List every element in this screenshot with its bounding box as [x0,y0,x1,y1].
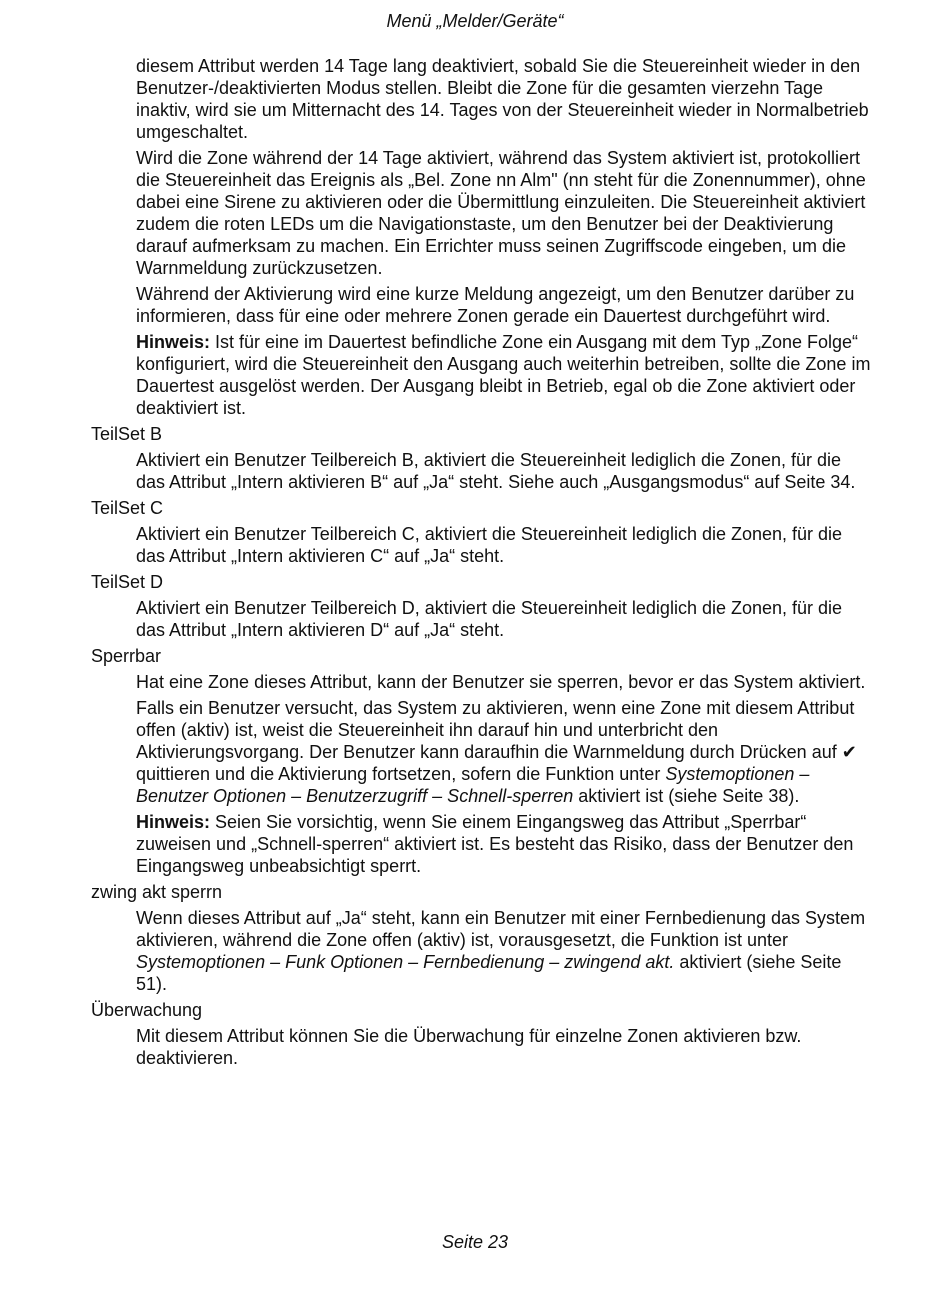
note-text: Seien Sie vorsichtig, wenn Sie einem Eingangsweg das Attribut „Sperrbar“ zuweisen und „Schnell-sperren“ aktiviert ist. Es besteht das Risiko, dass der Benutzer den Eingangsweg unbeabsichtigt sperrt. [136,812,854,876]
paragraph: Aktiviert ein Benutzer Teilbereich C, aktiviert die Steuereinheit lediglich die Zonen, für die das Attribut „Intern aktivieren C“ auf „Ja“ steht. [136,524,843,566]
menu-path: Systemoptionen – Funk Optionen – Fernbedienung – zwingend akt. [136,952,675,972]
note-label: Hinweis: [136,812,211,832]
checkmark-icon: ✔ [841,742,857,762]
term-sperrbar: Sperrbar [91,646,162,666]
paragraph [136,907,871,995]
text-span: quittieren und die Aktivierung fortsetzen, sofern die Funktion unter [136,764,666,784]
note-paragraph [136,811,871,877]
note-text: Ist für eine im Dauertest befindliche Zone ein Ausgang mit dem Typ „Zone Folge“ konfiguriert, wird die Steuereinheit den Ausgang auch weiterhin betreiben, sollte die Zone im Dauertest ausgelöst werden. Der Ausgang bleibt in Betrieb, egal ob die Zone aktiviert oder deaktiviert ist. [136,332,871,418]
term-teilset-d: TeilSet D [91,572,164,592]
page-header: Menü „Melder/Geräte“ [386,11,564,31]
term-zwing-akt-sperrn: zwing akt sperrn [91,882,223,902]
paragraph: Hat eine Zone dieses Attribut, kann der Benutzer sie sperren, bevor er das System aktiviert. [136,672,866,692]
page-number: Seite 23 [441,1232,509,1252]
note-label: Hinweis: [136,332,211,352]
paragraph: Während der Aktivierung wird eine kurze Meldung angezeigt, um den Benutzer darüber zu informieren, dass für eine oder mehrere Zonen gerade ein Dauertest durchgeführt wird. [136,284,855,326]
term-teilset-c: TeilSet C [91,498,164,518]
paragraph: Aktiviert ein Benutzer Teilbereich B, aktiviert die Steuereinheit lediglich die Zonen, für die das Attribut „Intern aktivieren B“ auf „Ja“ steht. Siehe auch „Ausgangsmodus“ auf Seite 34. [136,450,856,492]
text-span: Falls ein Benutzer versucht, das System zu aktivieren, wenn eine Zone mit diesem Attribut offen (aktiv) ist, weist die Steuereinheit ihn darauf hin und unterbricht den Aktivierungsvorgang. Der Benutzer kann daraufhin die Warnmeldung durch Drücken auf [136,698,855,762]
menu-path: Systemoptionen – Benutzer Optionen – Benutzerzugriff – Schnell-sperren [136,764,810,806]
text-span: Wenn dieses Attribut auf „Ja“ steht, kann ein Benutzer mit einer Fernbedienung das System aktivieren, während die Zone offen (aktiv) ist, vorausgesetzt, die Funktion ist unter [136,908,866,950]
paragraph: Mit diesem Attribut können Sie die Überwachung für einzelne Zonen aktivieren bzw. deaktivieren. [136,1026,802,1068]
page-content [91,55,871,1073]
text-span: aktiviert (siehe Seite 51). [136,952,842,994]
paragraph: diesem Attribut werden 14 Tage lang deaktiviert, sobald Sie die Steuereinheit wieder in den Benutzer-/deaktivierten Modus stellen. Bleibt die Zone für die gesamten vierzehn Tage inaktiv, wird sie um Mitternacht des 14. Tages von der Steuereinheit wieder in Normalbetrieb umgeschaltet. [136,56,869,142]
note-paragraph [136,331,871,419]
paragraph: Wird die Zone während der 14 Tage aktiviert, während das System aktiviert ist, protokolliert die Steuereinheit das Ereignis als „Bel. Zone nn Alm" (nn steht für die Zonennummer), ohne dabei eine Sirene zu aktivieren oder die Übermittlung einzuleiten. Die Steuereinheit aktiviert zudem die roten LEDs um die Navigationstaste, um den Benutzer bei der Deaktivierung darauf aufmerksam zu machen. Ein Errichter muss seinen Zugriffscode eingeben, um die Warnmeldung zurückzusetzen. [136,148,866,278]
term-teilset-b: TeilSet B [91,424,163,444]
term-ueberwachung: Überwachung [91,1000,203,1020]
paragraph [136,697,871,807]
paragraph: Aktiviert ein Benutzer Teilbereich D, aktiviert die Steuereinheit lediglich die Zonen, für die das Attribut „Intern aktivieren D“ auf „Ja“ steht. [136,598,843,640]
text-span: aktiviert ist (siehe Seite 38). [573,786,800,806]
